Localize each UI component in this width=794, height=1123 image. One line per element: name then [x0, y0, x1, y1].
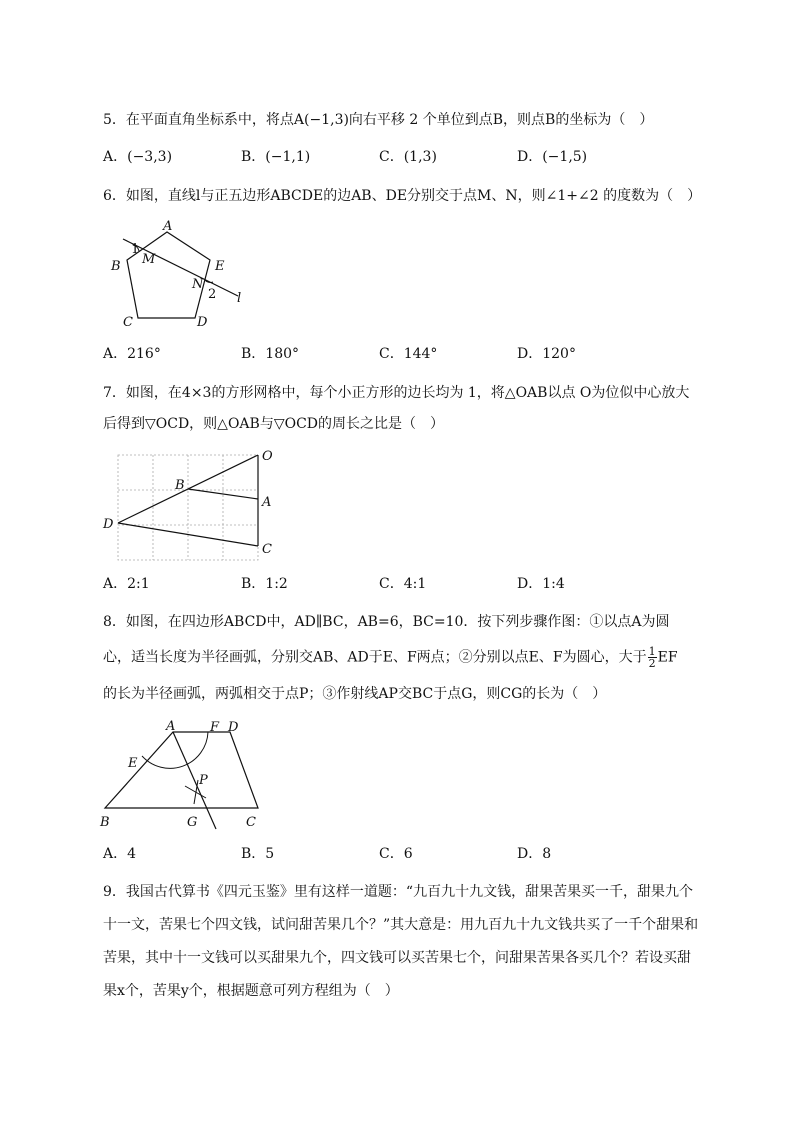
q6-label-m: M [142, 252, 156, 267]
q8-option-a[interactable]: A．4 [103, 846, 137, 862]
q6-label-d: D [197, 315, 208, 330]
q8-label-e: E [128, 756, 138, 771]
q8-label-d: D [228, 720, 239, 735]
q6-label-a: A [163, 219, 173, 234]
q7-grid-figure [103, 447, 283, 565]
q8-stem-line-2-b: EF [657, 649, 678, 666]
segment-dc [118, 523, 258, 546]
q6-label-c: C [123, 315, 133, 330]
q6-stem: 6．如图，直线l与正五边形ABCDE的边AB、DE分别交于点M、N，则∠1+∠2 的度数为（ ） [103, 188, 702, 204]
q8-label-f: F [210, 720, 220, 735]
fraction-one-half [648, 646, 657, 669]
q5-options [103, 147, 723, 167]
segment-ba [188, 489, 258, 499]
q6-label-angle-1: 1 [131, 242, 140, 257]
q8-option-c[interactable]: C．6 [379, 846, 413, 862]
grid [118, 455, 258, 560]
q7-option-a[interactable]: A．2:1 [103, 576, 150, 592]
q6-options [103, 344, 723, 364]
q7-option-b[interactable]: B．1:2 [241, 576, 288, 592]
q8-option-b[interactable]: B．5 [241, 846, 275, 862]
q6-option-d[interactable]: D．120° [517, 346, 576, 362]
q8-label-c: C [246, 815, 256, 830]
fraction-numerator: 1 [648, 645, 656, 658]
q5-stem: 5．在平面直角坐标系中，将点A(−1,3)向右平移 2 个单位到点B，则点B的坐标为（ ） [103, 112, 654, 128]
q5-option-a[interactable]: A．(−3,3) [103, 149, 173, 165]
q8-stem-line-1: 8．如图，在四边形ABCD中，AD∥BC，AB=6，BC=10．按下列步骤作图：①以点A为圆 [103, 614, 670, 630]
q7-label-a: A [262, 495, 272, 510]
q7-label-d: D [103, 517, 114, 532]
q9-line-1: 9．我国古代算书《四元玉鉴》里有这样一道题：“九百九十九文钱，甜果苦果买一千，甜果九个 [103, 884, 694, 900]
q5-option-b[interactable]: B．(−1,1) [241, 149, 311, 165]
q6-label-angle-2: 2 [208, 287, 217, 302]
q6-pentagon-figure [105, 220, 255, 335]
q6-label-e: E [215, 259, 225, 274]
q7-label-c: C [262, 542, 272, 557]
q8-label-b: B [100, 815, 110, 830]
q7-option-d[interactable]: D．1:4 [517, 576, 565, 592]
q8-stem-line-2-a: 心，适当长度为半径画弧，分别交AB、AD于E、F两点；②分别以点E、F为圆心，大于 [103, 649, 647, 666]
q8-label-g: G [187, 815, 198, 830]
q8-trapezoid-figure [100, 716, 270, 834]
q6-option-b[interactable]: B．180° [241, 346, 300, 362]
q6-label-l: l [237, 291, 242, 306]
q8-stem-line-2 [103, 646, 678, 669]
q6-option-c[interactable]: C．144° [379, 346, 438, 362]
q9-line-3: 苦果，其中十一文钱可以买甜果九个，四文钱可以买苦果七个，问甜果苦果各买几个？若设买甜 [103, 950, 691, 966]
q8-label-a: A [166, 719, 176, 734]
q7-option-c[interactable]: C．4:1 [379, 576, 427, 592]
q6-option-a[interactable]: A．216° [103, 346, 161, 362]
q8-options [103, 844, 723, 864]
q6-label-b: B [111, 259, 121, 274]
q7-label-b: B [175, 478, 185, 493]
q5-option-c[interactable]: C．(1,3) [379, 149, 437, 165]
q5-option-d[interactable]: D．(−1,5) [517, 149, 588, 165]
q6-label-n: N [192, 277, 204, 292]
pentagon-abcde [127, 232, 210, 318]
q8-option-d[interactable]: D．8 [517, 846, 552, 862]
q7-stem-line-1: 7．如图，在4×3的方形网格中，每个小正方形的边长均为 1，将△OAB以点 O为位似中心放大 [103, 385, 690, 401]
q7-options [103, 574, 723, 594]
q7-label-o: O [262, 449, 273, 464]
q7-stem-line-2: 后得到▽OCD，则△OAB与▽OCD的周长之比是（ ） [103, 416, 445, 432]
q9-line-4: 果x个，苦果y个，根据题意可列方程组为（ ） [103, 983, 399, 999]
q9-line-2: 十一文，苦果七个四文钱，试问甜苦果几个？”其大意是：用九百九十九文钱共买了一千个甜果和 [103, 917, 699, 933]
fraction-denominator: 2 [648, 657, 656, 670]
q8-stem-line-3: 的长为半径画弧，两弧相交于点P；③作射线AP交BC于点G，则CG的长为（ ） [103, 686, 607, 702]
q8-label-p: P [199, 773, 208, 788]
